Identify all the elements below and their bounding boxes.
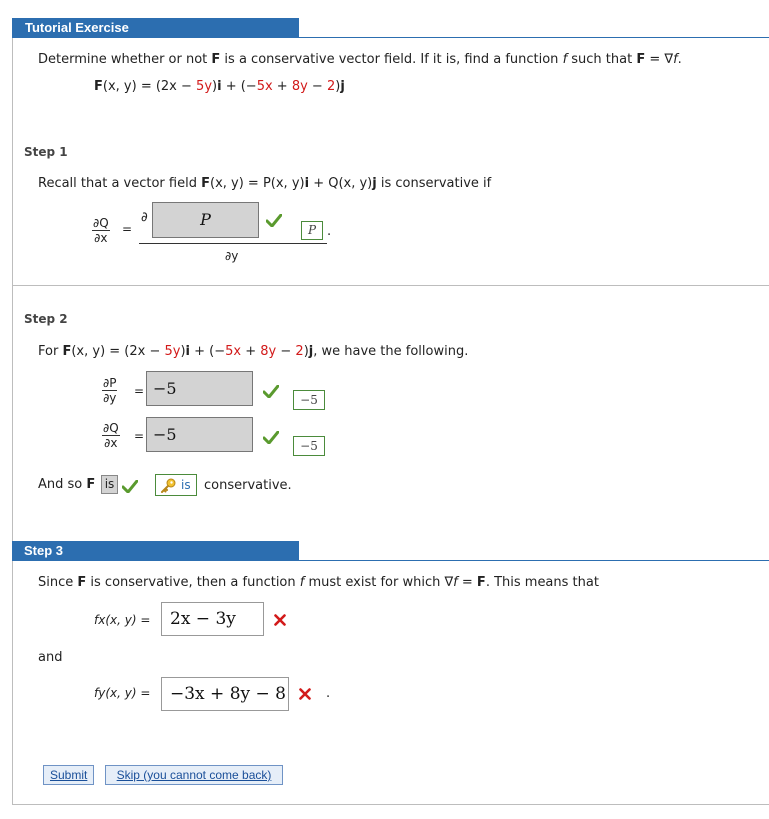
step1-correct-check-icon — [266, 214, 282, 227]
tutorial-header — [12, 18, 299, 38]
is-correct-check-icon — [122, 480, 138, 493]
step1-period: . — [327, 224, 332, 239]
step1-recall-text: Recall that a vector field F(x, y) = P(x, y)i + Q(x, y)j is conservative if — [38, 176, 492, 191]
dq-answer-box: −5 — [293, 436, 325, 456]
is-answer-box: is — [155, 474, 197, 496]
step1-divider — [12, 285, 769, 286]
step3-header: Step 3 — [12, 541, 299, 561]
dq-dx-fraction: $\frac{\partial Q}{\partial x}$ — [93, 216, 109, 245]
skip-button[interactable]: Skip (you cannot come back) — [105, 765, 283, 785]
header-rule — [12, 37, 769, 38]
dq-dx-fraction-2: $\frac{\partial Q}{\partial x}$ — [103, 421, 119, 450]
step2-label: Step 2 — [24, 312, 68, 326]
dp-dy-input[interactable]: −5 — [146, 371, 253, 406]
step1-answer-box: P — [301, 221, 323, 240]
and-so-text: And so F — [38, 477, 96, 492]
key-icon — [160, 478, 176, 493]
step1-equals: = — [122, 222, 133, 236]
dq-dx-input[interactable]: −5 — [146, 417, 253, 452]
vector-field-equation: F(x, y) = (2x − 5y)i + (−5x + 8y − 2)j — [94, 79, 345, 94]
fx-wrong-x-icon — [274, 614, 286, 626]
problem-prompt: Determine whether or not F is a conservative vector field. If it is, find a function f such that F = ∇f. — [38, 52, 682, 67]
step3-rule — [12, 560, 769, 561]
dp-answer-box: −5 — [293, 390, 325, 410]
partial-symbol: ∂ — [141, 210, 148, 225]
step3-since-text: Since F is conservative, then a function f must exist for which ∇f = F. This means that — [38, 575, 599, 590]
step2-for-text: For F(x, y) = (2x − 5y)i + (−5x + 8y − 2)j, we have the following. — [38, 344, 469, 359]
fy-wrong-x-icon — [299, 688, 311, 700]
frame-left-bottom — [12, 560, 13, 805]
frame-bottom — [12, 804, 769, 805]
dp-correct-check-icon — [263, 385, 279, 398]
submit-button[interactable]: Submit — [43, 765, 94, 785]
step1-label: Step 1 — [24, 145, 68, 159]
tutorial-title: Tutorial Exercise — [25, 20, 129, 35]
dp-dy-fraction: $\frac{\partial P}{\partial y}$ — [103, 376, 117, 405]
dq-equals: = — [134, 429, 145, 443]
is-select[interactable]: is — [101, 475, 118, 494]
fy-label: fy(x, y) = — [94, 686, 151, 700]
fy-input[interactable]: −3x + 8y − 8 — [161, 677, 289, 711]
fy-period: . — [326, 686, 331, 701]
fx-label: fx(x, y) = — [94, 613, 151, 627]
fx-input[interactable]: 2x − 3y — [161, 602, 264, 636]
conservative-text: conservative. — [204, 478, 292, 493]
step1-dy: ∂y — [225, 249, 239, 263]
fraction-bar — [139, 243, 327, 244]
step1-p-input[interactable]: P — [152, 202, 259, 238]
dp-equals: = — [134, 384, 145, 398]
dq-correct-check-icon — [263, 431, 279, 444]
and-text: and — [38, 650, 63, 665]
